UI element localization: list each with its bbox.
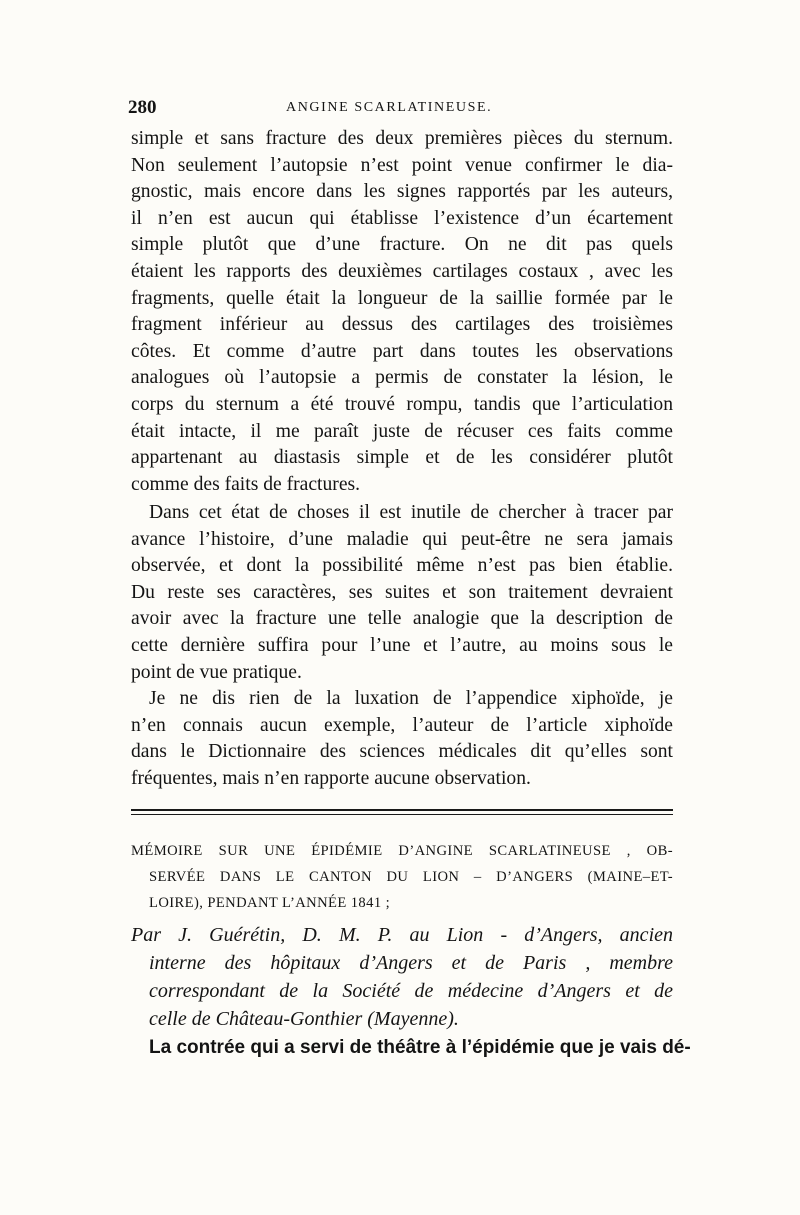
text-line: dans le Dictionnaire des sciences médicales dit qu’elles sont <box>131 741 673 763</box>
text-line: fragment inférieur au dessus des cartilages des troisièmes <box>131 314 673 336</box>
text-line: simple plutôt que d’une fracture. On ne dit pas quels <box>131 234 673 256</box>
text-line: observée, et dont la possibilité même n’est pas bien établie. <box>131 555 673 577</box>
text-line: cette dernière suffira pour l’une et l’autre, au moins sous le <box>131 634 673 656</box>
text-line: fragments, quelle était la longueur de la saillie formée par le <box>131 287 673 309</box>
text-line: étaient les rapports des deuxièmes cartilages costaux , avec les <box>131 260 673 282</box>
text-line: corps du sternum a été trouvé rompu, tandis que l’articulation <box>131 393 673 415</box>
text-line: simple et sans fracture des deux premières pièces du sternum. <box>131 128 673 149</box>
text-line: n’en connais aucun exemple, l’auteur de l’article xiphoïde <box>131 714 673 736</box>
page-number: 280 <box>128 97 157 118</box>
text-line: Dans cet état de choses il est inutile de chercher à tracer par <box>149 502 673 523</box>
text-line: analogues où l’autopsie a permis de constater la lésion, le <box>131 367 673 389</box>
byline-line: interne des hôpitaux d’Angers et de Paris , membre <box>149 952 673 974</box>
text-line: appartenant au diastasis simple et de les considérer plutôt <box>131 447 673 469</box>
author-byline <box>131 921 673 1033</box>
section-rule-thick <box>131 809 673 811</box>
text-line: il n’en est aucun qui établisse l’existence d’un écartement <box>131 207 673 229</box>
text-line: La contrée qui a servi de théâtre à l’épidémie que je vais dé- <box>149 1037 691 1058</box>
title-line: LOIRE), PENDANT L’ANNÉE 1841 ; <box>149 895 391 911</box>
text-line: Du reste ses caractères, ses suites et son traitement devraient <box>131 581 673 603</box>
memoir-opening-line <box>131 1035 691 1062</box>
section-rule-thin <box>131 814 673 815</box>
text-line: avance l’histoire, d’une maladie qui peut-être ne sera jamais <box>131 528 673 550</box>
text-line: Je ne dis rien de la luxation de l’appendice xiphoïde, je <box>149 688 673 709</box>
byline-line: correspondant de la Société de médecine d’Angers et de <box>149 980 673 1002</box>
memoir-title <box>131 838 673 916</box>
running-head <box>128 97 673 121</box>
title-line: SERVÉE DANS LE CANTON DU LION – D’ANGERS (MAINE–ET- <box>149 869 673 885</box>
text-line: avoir avec la fracture une telle analogie que la description de <box>131 608 673 630</box>
text-line: gnostic, mais encore dans les signes rapportés par les auteurs, <box>131 181 673 203</box>
text-line: comme des faits de fractures. <box>131 473 361 495</box>
paragraph-sternum <box>131 126 673 498</box>
byline-line: celle de Château-Gonthier (Mayenne). <box>149 1008 459 1030</box>
text-line: point de vue pratique. <box>131 661 302 683</box>
paragraph-history <box>131 500 673 686</box>
text-line: Non seulement l’autopsie n’est point venue confirmer le dia- <box>131 154 673 176</box>
text-line: côtes. Et comme d’autre part dans toutes les observations <box>131 340 673 362</box>
byline-line: Par J. Guérétin, D. M. P. au Lion - d’Angers, ancien <box>131 924 673 946</box>
paragraph-xiphoid <box>131 686 673 792</box>
running-title: ANGINE SCARLATINEUSE. <box>286 100 493 115</box>
title-line: MÉMOIRE SUR UNE ÉPIDÉMIE D’ANGINE SCARLATINEUSE , OB- <box>131 843 673 859</box>
text-line: était intacte, il me paraît juste de récuser ces faits comme <box>131 420 673 442</box>
text-line: fréquentes, mais n’en rapporte aucune observation. <box>131 767 531 789</box>
